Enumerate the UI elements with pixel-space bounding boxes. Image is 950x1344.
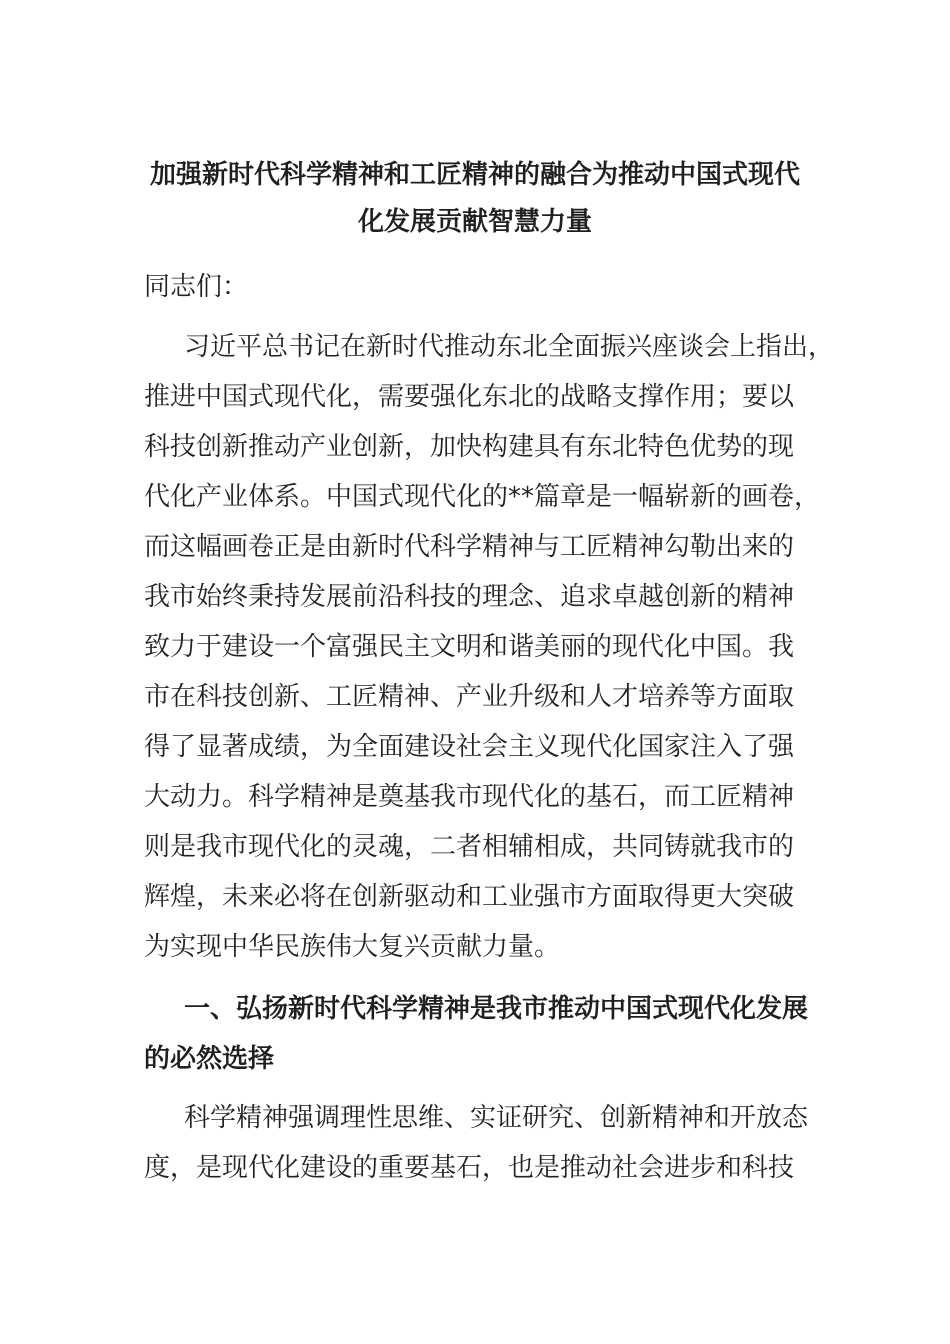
paragraph-line: 辉煌，未来必将在创新驱动和工业强市方面取得更大突破 bbox=[144, 882, 795, 912]
paragraph-line: 致力于建设一个富强民主文明和谐美丽的现代化中国。我 bbox=[144, 632, 795, 662]
title-line-2: 化发展贡献智慧力量 bbox=[357, 207, 592, 237]
paragraph-line: 得了显著成绩，为全面建设社会主义现代化国家注入了强 bbox=[144, 732, 795, 762]
heading-line: 的必然选择 bbox=[144, 1044, 275, 1074]
paragraph-line: 科学精神强调理性思维、实证研究、创新精神和开放态 bbox=[184, 1103, 809, 1133]
paragraph-line: 为实现中华民族伟大复兴贡献力量。 bbox=[144, 932, 561, 962]
salutation: 同志们： bbox=[144, 272, 249, 302]
paragraph-line: 代化产业体系。中国式现代化的**篇章是一幅崭新的画卷， bbox=[144, 482, 821, 512]
document-title bbox=[140, 152, 810, 246]
paragraph-line: 则是我市现代化的灵魂，二者相辅相成，共同铸就我市的 bbox=[144, 832, 795, 862]
paragraph-line: 我市始终秉持发展前沿科技的理念、追求卓越创新的精神 bbox=[144, 582, 795, 612]
heading-line: 一、弘扬新时代科学精神是我市推动中国式现代化发展 bbox=[184, 994, 809, 1024]
paragraph-2 bbox=[144, 1093, 844, 1193]
paragraph-1 bbox=[144, 322, 844, 972]
paragraph-line: 大动力。科学精神是奠基我市现代化的基石，而工匠精神 bbox=[144, 782, 795, 812]
title-line-1: 加强新时代科学精神和工匠精神的融合为推动中国式现代 bbox=[149, 160, 800, 190]
paragraph-line: 科技创新推动产业创新，加快构建具有东北特色优势的现 bbox=[144, 432, 795, 462]
paragraph-line: 而这幅画卷正是由新时代科学精神与工匠精神勾勒出来的 bbox=[144, 532, 795, 562]
paragraph-line: 度，是现代化建设的重要基石，也是推动社会进步和科技 bbox=[144, 1153, 795, 1183]
paragraph-line: 推进中国式现代化，需要强化东北的战略支撑作用；要以 bbox=[144, 382, 795, 412]
paragraph-line: 市在科技创新、工匠精神、产业升级和人才培养等方面取 bbox=[144, 682, 795, 712]
paragraph-line: 习近平总书记在新时代推动东北全面振兴座谈会上指出， bbox=[184, 332, 835, 362]
section-heading-1 bbox=[144, 984, 844, 1084]
